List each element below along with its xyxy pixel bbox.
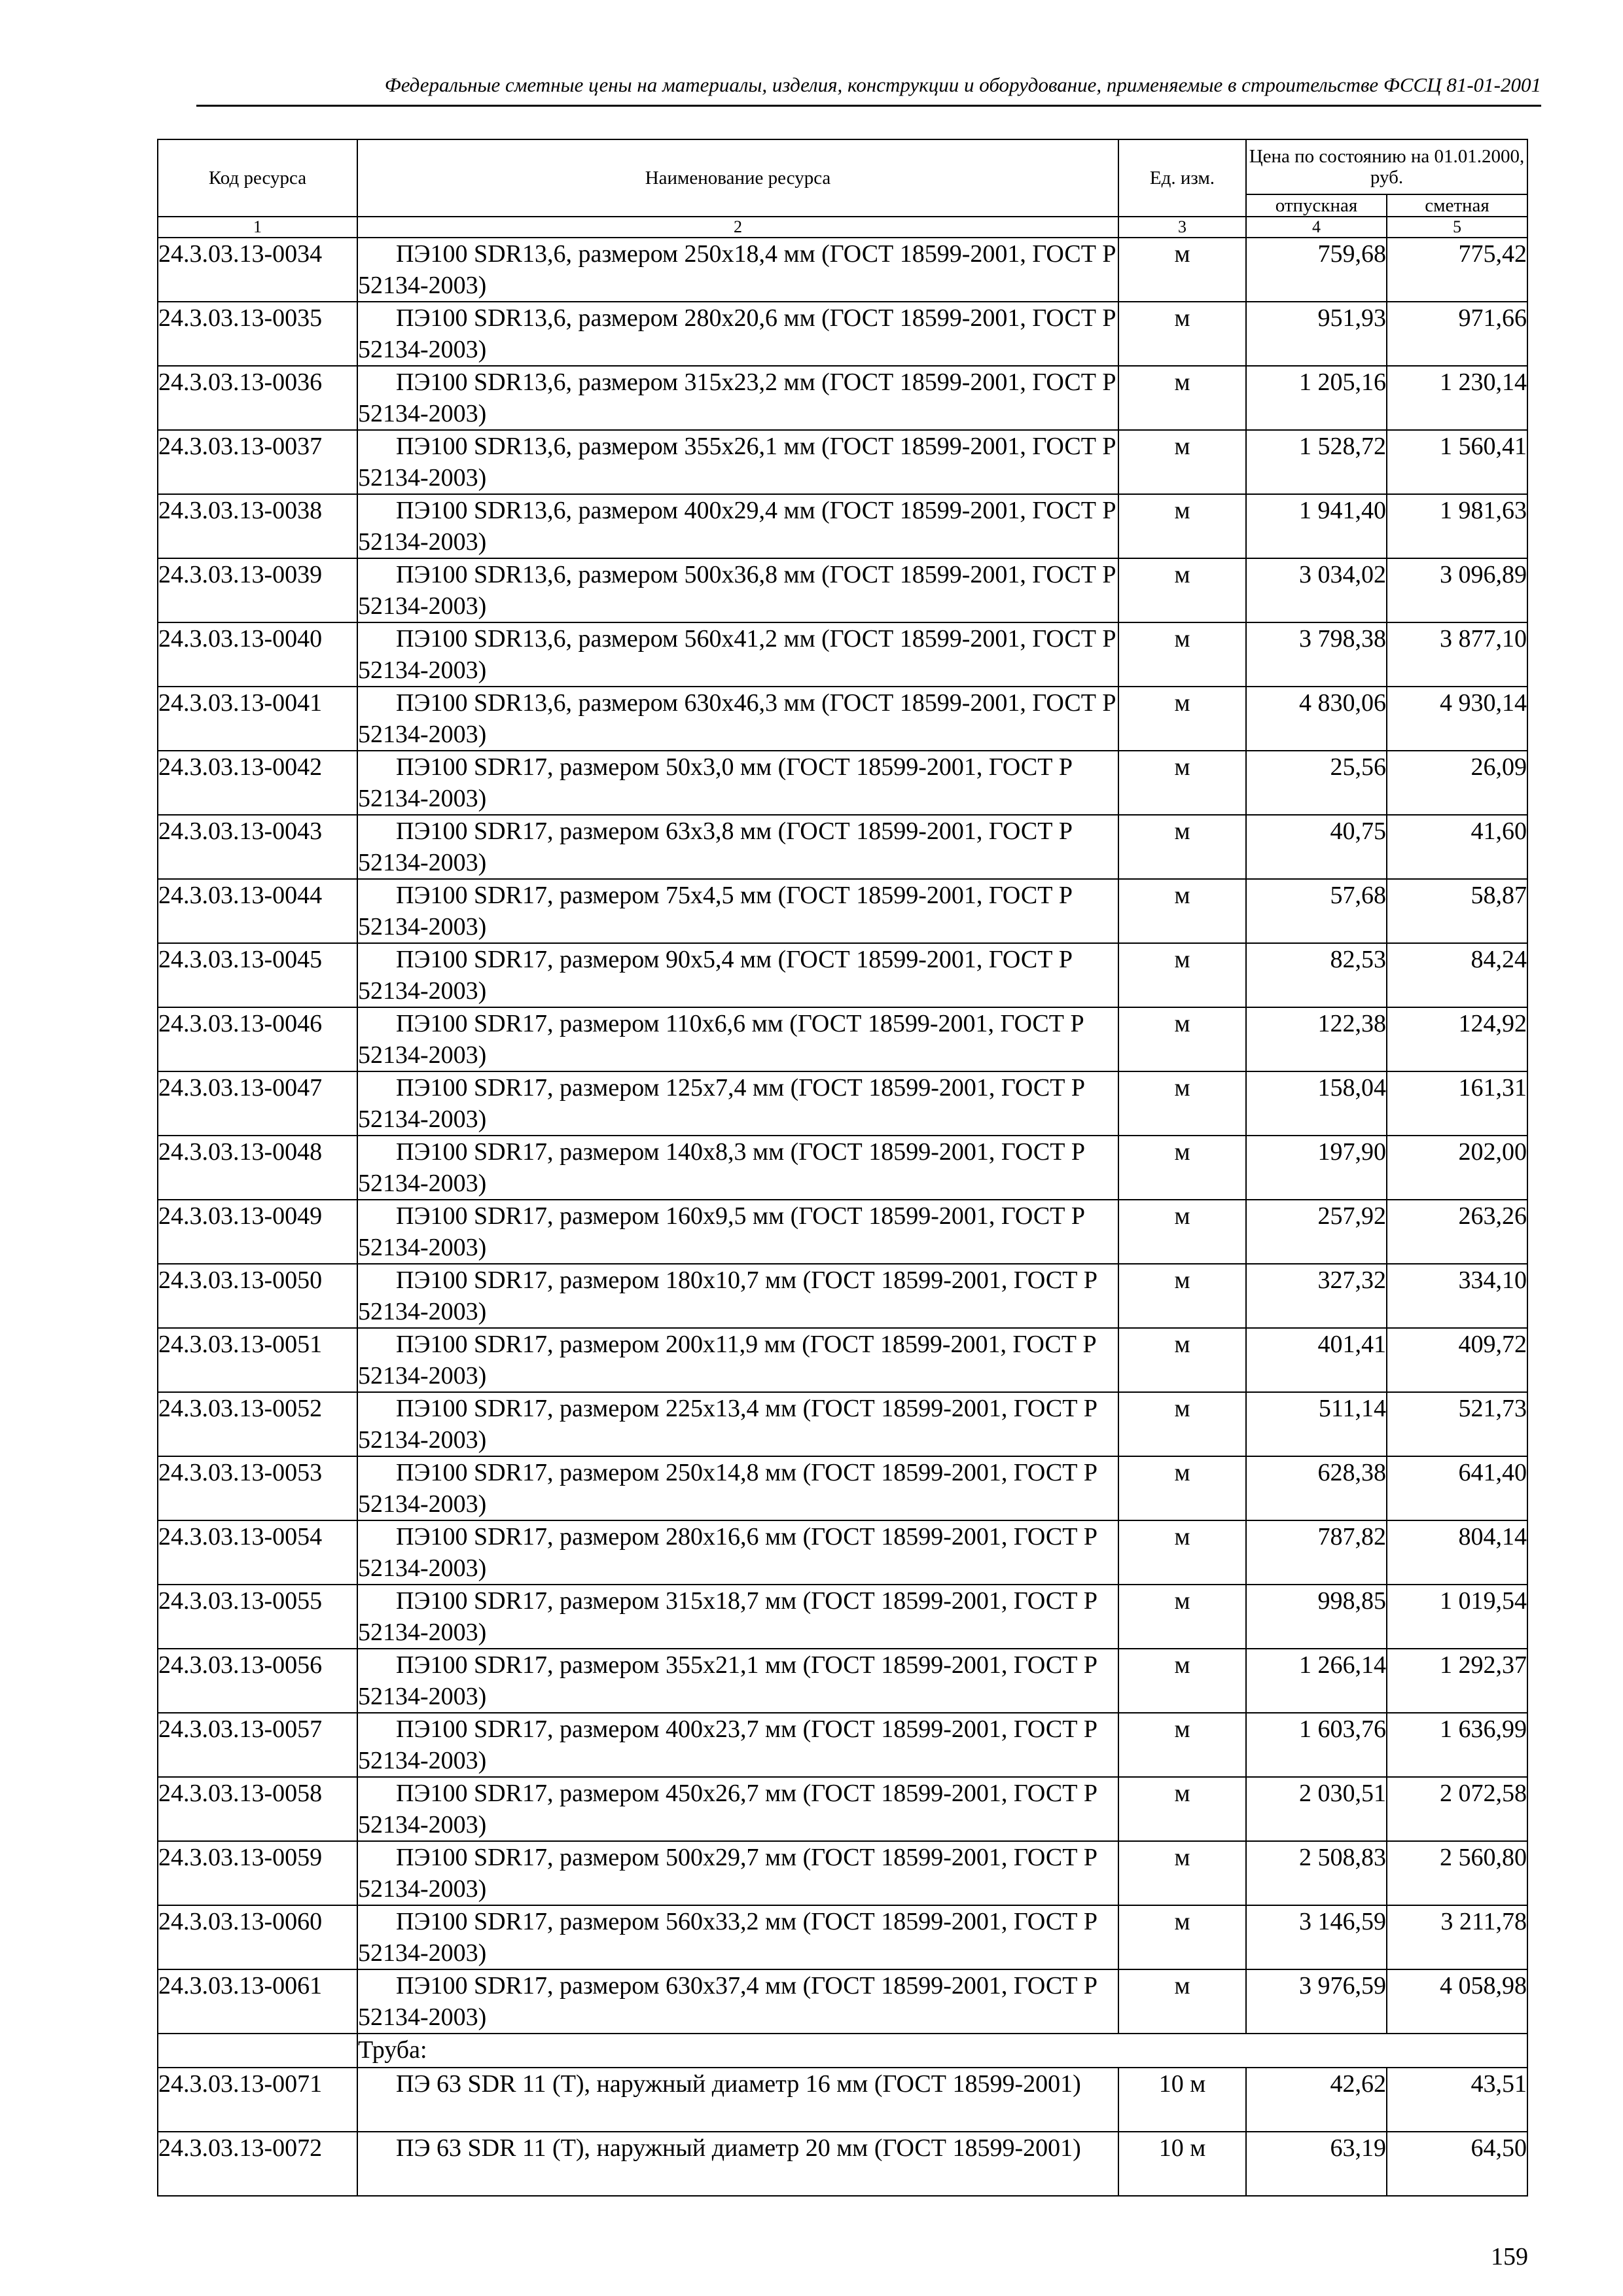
release-price: 1 941,40	[1246, 494, 1387, 558]
estimate-price: 775,42	[1387, 238, 1527, 302]
estimate-price: 409,72	[1387, 1328, 1527, 1392]
table-row	[158, 1264, 1527, 1328]
estimate-price: 3 096,89	[1387, 558, 1527, 622]
resource-code: 24.3.03.13-0042	[158, 751, 357, 815]
estimate-price: 26,09	[1387, 751, 1527, 815]
unit-of-measure: м	[1118, 1649, 1246, 1713]
release-price: 2 030,51	[1246, 1777, 1387, 1841]
estimate-price: 641,40	[1387, 1456, 1527, 1520]
unit-of-measure: м	[1118, 1328, 1246, 1392]
column-header-price-group: Цена по состоянию на 01.01.2000, руб.	[1246, 139, 1527, 194]
release-price: 197,90	[1246, 1136, 1387, 1200]
resource-name: ПЭ100 SDR17, размером 90х5,4 мм (ГОСТ 18599-2001, ГОСТ Р 52134-2003)	[357, 943, 1118, 1007]
resource-code: 24.3.03.13-0036	[158, 366, 357, 430]
unit-of-measure: м	[1118, 751, 1246, 815]
resource-code: 24.3.03.13-0046	[158, 1007, 357, 1071]
table-row	[158, 1585, 1527, 1649]
resource-name: ПЭ100 SDR17, размером 140х8,3 мм (ГОСТ 18599-2001, ГОСТ Р 52134-2003)	[357, 1136, 1118, 1200]
release-price: 1 603,76	[1246, 1713, 1387, 1777]
resource-code: 24.3.03.13-0054	[158, 1520, 357, 1585]
resource-name: ПЭ100 SDR13,6, размером 400х29,4 мм (ГОСТ 18599-2001, ГОСТ Р 52134-2003)	[357, 494, 1118, 558]
resource-code: 24.3.03.13-0038	[158, 494, 357, 558]
resource-code: 24.3.03.13-0058	[158, 1777, 357, 1841]
unit-of-measure: м	[1118, 430, 1246, 494]
release-price: 3 034,02	[1246, 558, 1387, 622]
unit-of-measure: м	[1118, 1456, 1246, 1520]
table-row	[158, 879, 1527, 943]
estimate-price: 4 930,14	[1387, 687, 1527, 751]
running-header: Федеральные сметные цены на материалы, изделия, конструкции и оборудование, применяемые в строительстве ФССЦ 81-01-2001	[384, 73, 1541, 96]
release-price: 4 830,06	[1246, 687, 1387, 751]
estimate-price: 3 211,78	[1387, 1905, 1527, 1969]
table-row	[158, 302, 1527, 366]
release-price: 257,92	[1246, 1200, 1387, 1264]
table-row	[158, 238, 1527, 302]
unit-of-measure: м	[1118, 1841, 1246, 1905]
unit-of-measure: м	[1118, 879, 1246, 943]
release-price: 3 976,59	[1246, 1969, 1387, 2034]
resource-code: 24.3.03.13-0041	[158, 687, 357, 751]
resource-code: 24.3.03.13-0056	[158, 1649, 357, 1713]
resource-name: ПЭ100 SDR17, размером 355х21,1 мм (ГОСТ 18599-2001, ГОСТ Р 52134-2003)	[357, 1649, 1118, 1713]
estimate-price: 124,92	[1387, 1007, 1527, 1071]
resource-name: ПЭ100 SDR17, размером 63х3,8 мм (ГОСТ 18599-2001, ГОСТ Р 52134-2003)	[357, 815, 1118, 879]
column-header-name: Наименование ресурса	[357, 139, 1118, 217]
release-price: 3 798,38	[1246, 622, 1387, 687]
resource-name: ПЭ 63 SDR 11 (Т), наружный диаметр 20 мм (ГОСТ 18599-2001)	[357, 2132, 1118, 2196]
release-price: 951,93	[1246, 302, 1387, 366]
resource-code: 24.3.03.13-0071	[158, 2068, 357, 2132]
table-row	[158, 1905, 1527, 1969]
column-number: 4	[1246, 217, 1387, 238]
page-number: 159	[1491, 2243, 1528, 2270]
unit-of-measure: м	[1118, 815, 1246, 879]
column-header-estimate-price: сметная	[1387, 194, 1527, 217]
resource-code: 24.3.03.13-0034	[158, 238, 357, 302]
resource-code: 24.3.03.13-0059	[158, 1841, 357, 1905]
table-row	[158, 494, 1527, 558]
resource-name: ПЭ100 SDR13,6, размером 250х18,4 мм (ГОСТ 18599-2001, ГОСТ Р 52134-2003)	[357, 238, 1118, 302]
unit-of-measure: м	[1118, 558, 1246, 622]
release-price: 511,14	[1246, 1392, 1387, 1456]
estimate-price: 1 019,54	[1387, 1585, 1527, 1649]
column-header-release-price: отпускная	[1246, 194, 1387, 217]
resource-name: ПЭ100 SDR13,6, размером 355х26,1 мм (ГОСТ 18599-2001, ГОСТ Р 52134-2003)	[357, 430, 1118, 494]
unit-of-measure: м	[1118, 1392, 1246, 1456]
resource-name: ПЭ100 SDR13,6, размером 280х20,6 мм (ГОСТ 18599-2001, ГОСТ Р 52134-2003)	[357, 302, 1118, 366]
resource-name: ПЭ100 SDR17, размером 50х3,0 мм (ГОСТ 18599-2001, ГОСТ Р 52134-2003)	[357, 751, 1118, 815]
table-header	[158, 139, 1527, 238]
release-price: 82,53	[1246, 943, 1387, 1007]
resource-name: ПЭ100 SDR17, размером 315х18,7 мм (ГОСТ 18599-2001, ГОСТ Р 52134-2003)	[357, 1585, 1118, 1649]
release-price: 998,85	[1246, 1585, 1387, 1649]
estimate-price: 3 877,10	[1387, 622, 1527, 687]
table-row	[158, 1713, 1527, 1777]
unit-of-measure: 10 м	[1118, 2132, 1246, 2196]
estimate-price: 161,31	[1387, 1071, 1527, 1136]
unit-of-measure: м	[1118, 1007, 1246, 1071]
release-price: 327,32	[1246, 1264, 1387, 1328]
column-number: 3	[1118, 217, 1246, 238]
resource-name: ПЭ100 SDR17, размером 125х7,4 мм (ГОСТ 18599-2001, ГОСТ Р 52134-2003)	[357, 1071, 1118, 1136]
unit-of-measure: м	[1118, 1520, 1246, 1585]
estimate-price: 2 072,58	[1387, 1777, 1527, 1841]
unit-of-measure: м	[1118, 1585, 1246, 1649]
estimate-price: 58,87	[1387, 879, 1527, 943]
release-price: 1 266,14	[1246, 1649, 1387, 1713]
release-price: 63,19	[1246, 2132, 1387, 2196]
group-header-row	[158, 2034, 1527, 2068]
release-price: 759,68	[1246, 238, 1387, 302]
unit-of-measure: м	[1118, 1969, 1246, 2034]
unit-of-measure: м	[1118, 943, 1246, 1007]
unit-of-measure: м	[1118, 1905, 1246, 1969]
table-row	[158, 1071, 1527, 1136]
table-row	[158, 622, 1527, 687]
release-price: 3 146,59	[1246, 1905, 1387, 1969]
table-row	[158, 751, 1527, 815]
estimate-price: 1 981,63	[1387, 494, 1527, 558]
resource-code: 24.3.03.13-0048	[158, 1136, 357, 1200]
table-row	[158, 1392, 1527, 1456]
release-price: 40,75	[1246, 815, 1387, 879]
resource-code: 24.3.03.13-0049	[158, 1200, 357, 1264]
table-row	[158, 1456, 1527, 1520]
table-row	[158, 687, 1527, 751]
resource-name: ПЭ100 SDR17, размером 250х14,8 мм (ГОСТ 18599-2001, ГОСТ Р 52134-2003)	[357, 1456, 1118, 1520]
resource-name: ПЭ100 SDR17, размером 280х16,6 мм (ГОСТ 18599-2001, ГОСТ Р 52134-2003)	[357, 1520, 1118, 1585]
release-price: 2 508,83	[1246, 1841, 1387, 1905]
resource-code: 24.3.03.13-0060	[158, 1905, 357, 1969]
release-price: 1 205,16	[1246, 366, 1387, 430]
resource-name: ПЭ100 SDR17, размером 450х26,7 мм (ГОСТ 18599-2001, ГОСТ Р 52134-2003)	[357, 1777, 1118, 1841]
estimate-price: 1 292,37	[1387, 1649, 1527, 1713]
estimate-price: 43,51	[1387, 2068, 1527, 2132]
resource-name: ПЭ100 SDR17, размером 560х33,2 мм (ГОСТ 18599-2001, ГОСТ Р 52134-2003)	[357, 1905, 1118, 1969]
unit-of-measure: м	[1118, 238, 1246, 302]
resource-code: 24.3.03.13-0052	[158, 1392, 357, 1456]
table-row	[158, 366, 1527, 430]
resource-code: 24.3.03.13-0055	[158, 1585, 357, 1649]
resource-code: 24.3.03.13-0051	[158, 1328, 357, 1392]
resource-name: ПЭ100 SDR17, размером 225х13,4 мм (ГОСТ 18599-2001, ГОСТ Р 52134-2003)	[357, 1392, 1118, 1456]
estimate-price: 2 560,80	[1387, 1841, 1527, 1905]
table-body	[158, 238, 1527, 2196]
table-row	[158, 1520, 1527, 1585]
unit-of-measure: м	[1118, 1713, 1246, 1777]
column-number: 1	[158, 217, 357, 238]
table-row	[158, 2068, 1527, 2132]
estimate-price: 263,26	[1387, 1200, 1527, 1264]
release-price: 1 528,72	[1246, 430, 1387, 494]
estimate-price: 971,66	[1387, 302, 1527, 366]
table-row	[158, 1007, 1527, 1071]
unit-of-measure: м	[1118, 302, 1246, 366]
resource-name: ПЭ100 SDR17, размером 180х10,7 мм (ГОСТ 18599-2001, ГОСТ Р 52134-2003)	[357, 1264, 1118, 1328]
resource-name: ПЭ100 SDR13,6, размером 315х23,2 мм (ГОСТ 18599-2001, ГОСТ Р 52134-2003)	[357, 366, 1118, 430]
estimate-price: 334,10	[1387, 1264, 1527, 1328]
resource-code: 24.3.03.13-0045	[158, 943, 357, 1007]
unit-of-measure: м	[1118, 1071, 1246, 1136]
header-rule	[196, 105, 1541, 107]
table-row	[158, 815, 1527, 879]
unit-of-measure: м	[1118, 1264, 1246, 1328]
table-row	[158, 1649, 1527, 1713]
table-row	[158, 1136, 1527, 1200]
resource-name: ПЭ100 SDR17, размером 75х4,5 мм (ГОСТ 18599-2001, ГОСТ Р 52134-2003)	[357, 879, 1118, 943]
resource-code: 24.3.03.13-0053	[158, 1456, 357, 1520]
release-price: 57,68	[1246, 879, 1387, 943]
table-row	[158, 1328, 1527, 1392]
release-price: 401,41	[1246, 1328, 1387, 1392]
resource-name: ПЭ100 SDR17, размером 400х23,7 мм (ГОСТ 18599-2001, ГОСТ Р 52134-2003)	[357, 1713, 1118, 1777]
column-header-unit: Ед. изм.	[1118, 139, 1246, 217]
unit-of-measure: м	[1118, 1777, 1246, 1841]
release-price: 42,62	[1246, 2068, 1387, 2132]
resource-code: 24.3.03.13-0057	[158, 1713, 357, 1777]
table-row	[158, 1200, 1527, 1264]
resource-name: ПЭ100 SDR13,6, размером 500х36,8 мм (ГОСТ 18599-2001, ГОСТ Р 52134-2003)	[357, 558, 1118, 622]
resource-code: 24.3.03.13-0072	[158, 2132, 357, 2196]
resource-name: ПЭ100 SDR13,6, размером 560х41,2 мм (ГОСТ 18599-2001, ГОСТ Р 52134-2003)	[357, 622, 1118, 687]
resource-name: ПЭ100 SDR17, размером 630х37,4 мм (ГОСТ 18599-2001, ГОСТ Р 52134-2003)	[357, 1969, 1118, 2034]
estimate-price: 1 636,99	[1387, 1713, 1527, 1777]
estimate-price: 202,00	[1387, 1136, 1527, 1200]
column-header-code: Код ресурса	[158, 139, 357, 217]
unit-of-measure: 10 м	[1118, 2068, 1246, 2132]
resource-code: 24.3.03.13-0035	[158, 302, 357, 366]
table-row	[158, 1841, 1527, 1905]
release-price: 628,38	[1246, 1456, 1387, 1520]
estimate-price: 41,60	[1387, 815, 1527, 879]
release-price: 787,82	[1246, 1520, 1387, 1585]
estimate-price: 521,73	[1387, 1392, 1527, 1456]
table-row	[158, 430, 1527, 494]
estimate-price: 1 560,41	[1387, 430, 1527, 494]
resource-code: 24.3.03.13-0043	[158, 815, 357, 879]
resource-code: 24.3.03.13-0050	[158, 1264, 357, 1328]
resource-code: 24.3.03.13-0044	[158, 879, 357, 943]
estimate-price: 84,24	[1387, 943, 1527, 1007]
table-row	[158, 1777, 1527, 1841]
release-price: 158,04	[1246, 1071, 1387, 1136]
resource-name: ПЭ100 SDR13,6, размером 630х46,3 мм (ГОСТ 18599-2001, ГОСТ Р 52134-2003)	[357, 687, 1118, 751]
table-row	[158, 943, 1527, 1007]
estimate-price: 1 230,14	[1387, 366, 1527, 430]
resource-name: ПЭ100 SDR17, размером 200х11,9 мм (ГОСТ 18599-2001, ГОСТ Р 52134-2003)	[357, 1328, 1118, 1392]
column-number: 5	[1387, 217, 1527, 238]
table-row	[158, 558, 1527, 622]
resource-code: 24.3.03.13-0037	[158, 430, 357, 494]
group-label: Труба:	[357, 2034, 1527, 2068]
resource-name: ПЭ100 SDR17, размером 110х6,6 мм (ГОСТ 18599-2001, ГОСТ Р 52134-2003)	[357, 1007, 1118, 1071]
resource-code: 24.3.03.13-0040	[158, 622, 357, 687]
unit-of-measure: м	[1118, 622, 1246, 687]
estimate-price: 64,50	[1387, 2132, 1527, 2196]
column-numbers-row	[158, 217, 1527, 238]
estimate-price: 4 058,98	[1387, 1969, 1527, 2034]
estimate-price: 804,14	[1387, 1520, 1527, 1585]
unit-of-measure: м	[1118, 1136, 1246, 1200]
unit-of-measure: м	[1118, 494, 1246, 558]
resource-name: ПЭ 63 SDR 11 (Т), наружный диаметр 16 мм (ГОСТ 18599-2001)	[357, 2068, 1118, 2132]
resource-code: 24.3.03.13-0061	[158, 1969, 357, 2034]
resource-name: ПЭ100 SDR17, размером 160х9,5 мм (ГОСТ 18599-2001, ГОСТ Р 52134-2003)	[357, 1200, 1118, 1264]
empty-cell	[158, 2034, 357, 2068]
table-row	[158, 1969, 1527, 2034]
resource-name: ПЭ100 SDR17, размером 500х29,7 мм (ГОСТ 18599-2001, ГОСТ Р 52134-2003)	[357, 1841, 1118, 1905]
resource-code: 24.3.03.13-0039	[158, 558, 357, 622]
price-table	[157, 139, 1528, 2197]
unit-of-measure: м	[1118, 1200, 1246, 1264]
resource-code: 24.3.03.13-0047	[158, 1071, 357, 1136]
release-price: 25,56	[1246, 751, 1387, 815]
table-row	[158, 2132, 1527, 2196]
column-number: 2	[357, 217, 1118, 238]
release-price: 122,38	[1246, 1007, 1387, 1071]
unit-of-measure: м	[1118, 366, 1246, 430]
unit-of-measure: м	[1118, 687, 1246, 751]
